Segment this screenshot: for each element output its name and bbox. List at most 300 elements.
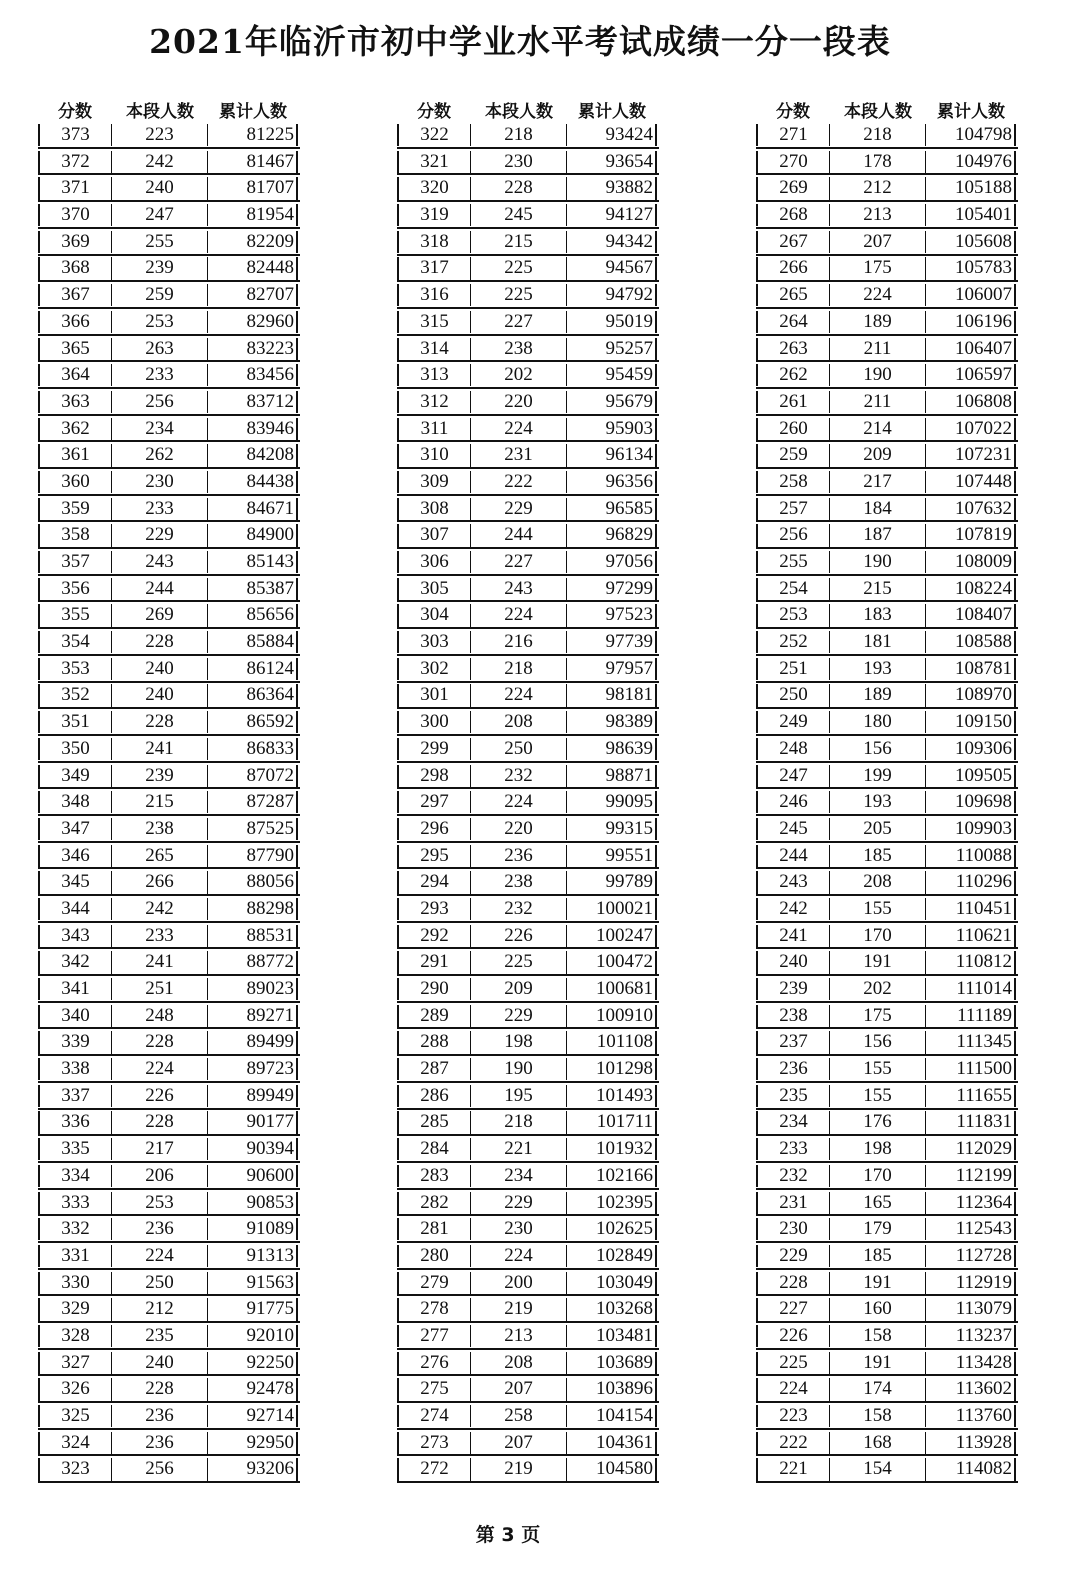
cumulative-cell: 102849 [567, 1245, 657, 1267]
table-row [38, 444, 300, 469]
score-cell: 279 [397, 1272, 471, 1294]
score-cell: 276 [397, 1352, 471, 1374]
count-cell: 206 [112, 1165, 208, 1187]
count-cell: 185 [830, 1245, 926, 1267]
score-cell: 248 [756, 738, 830, 760]
score-cell: 323 [38, 1458, 112, 1480]
count-cell: 235 [112, 1325, 208, 1347]
count-cell: 190 [830, 364, 926, 386]
table-row [756, 658, 1018, 683]
score-cell: 221 [756, 1458, 830, 1480]
count-cell: 255 [112, 231, 208, 253]
count-cell: 230 [112, 471, 208, 493]
count-cell: 158 [830, 1325, 926, 1347]
table-row [397, 791, 659, 816]
cumulative-cell: 88531 [208, 925, 298, 947]
score-cell: 281 [397, 1218, 471, 1240]
table-row [397, 1192, 659, 1217]
cumulative-cell: 108224 [926, 578, 1016, 600]
count-cell: 226 [112, 1085, 208, 1107]
count-cell: 223 [112, 124, 208, 146]
table-row [756, 364, 1018, 389]
count-cell: 229 [471, 1005, 567, 1027]
table-row [38, 604, 300, 629]
score-cell: 270 [756, 151, 830, 173]
header-cumulative: 累计人数 [937, 102, 1005, 122]
count-cell: 248 [112, 1005, 208, 1027]
cumulative-cell: 89023 [208, 978, 298, 1000]
table-row [38, 738, 300, 763]
table-column-1 [38, 100, 300, 1485]
header-score: 分数 [776, 102, 810, 122]
count-cell: 179 [830, 1218, 926, 1240]
score-cell: 253 [756, 604, 830, 626]
cumulative-cell: 84671 [208, 498, 298, 520]
cumulative-cell: 107448 [926, 471, 1016, 493]
count-cell: 263 [112, 338, 208, 360]
table-row [38, 1432, 300, 1457]
table-row [756, 1192, 1018, 1217]
count-cell: 262 [112, 444, 208, 466]
score-cell: 229 [756, 1245, 830, 1267]
score-cell: 312 [397, 391, 471, 413]
cumulative-cell: 102625 [567, 1218, 657, 1240]
cumulative-cell: 92950 [208, 1432, 298, 1454]
cumulative-cell: 99095 [567, 791, 657, 813]
count-cell: 266 [112, 871, 208, 893]
table-row [756, 791, 1018, 816]
score-cell: 321 [397, 151, 471, 173]
cumulative-cell: 83456 [208, 364, 298, 386]
table-row [38, 791, 300, 816]
score-cell: 304 [397, 604, 471, 626]
score-cell: 246 [756, 791, 830, 813]
cumulative-cell: 93882 [567, 177, 657, 199]
count-cell: 191 [830, 1352, 926, 1374]
count-cell: 224 [112, 1058, 208, 1080]
count-cell: 217 [112, 1138, 208, 1160]
table-row [38, 338, 300, 363]
table-row [397, 1031, 659, 1056]
cumulative-cell: 83223 [208, 338, 298, 360]
score-cell: 343 [38, 925, 112, 947]
count-cell: 155 [830, 898, 926, 920]
cumulative-cell: 98389 [567, 711, 657, 733]
table-row [38, 391, 300, 416]
count-cell: 170 [830, 1165, 926, 1187]
table-row [397, 231, 659, 256]
score-cell: 278 [397, 1298, 471, 1320]
table-row [38, 1031, 300, 1056]
score-cell: 299 [397, 738, 471, 760]
table-row [397, 1272, 659, 1297]
table-row [756, 1111, 1018, 1136]
count-cell: 240 [112, 658, 208, 680]
cumulative-cell: 93206 [208, 1458, 298, 1480]
count-cell: 228 [112, 631, 208, 653]
cumulative-cell: 111500 [926, 1058, 1016, 1080]
score-cell: 245 [756, 818, 830, 840]
cumulative-cell: 88772 [208, 951, 298, 973]
cumulative-cell: 103268 [567, 1298, 657, 1320]
cumulative-cell: 106597 [926, 364, 1016, 386]
score-cell: 303 [397, 631, 471, 653]
count-cell: 175 [830, 257, 926, 279]
score-cell: 346 [38, 845, 112, 867]
score-cell: 325 [38, 1405, 112, 1427]
count-cell: 269 [112, 604, 208, 626]
table-row [756, 338, 1018, 363]
count-cell: 253 [112, 311, 208, 333]
table-row [38, 925, 300, 950]
cumulative-cell: 104361 [567, 1432, 657, 1454]
count-cell: 198 [830, 1138, 926, 1160]
cumulative-cell: 102395 [567, 1192, 657, 1214]
score-cell: 318 [397, 231, 471, 253]
score-cell: 280 [397, 1245, 471, 1267]
score-cell: 285 [397, 1111, 471, 1133]
count-cell: 215 [830, 578, 926, 600]
table-row [38, 124, 300, 149]
cumulative-cell: 112919 [926, 1272, 1016, 1294]
cumulative-cell: 85656 [208, 604, 298, 626]
table-row [38, 1111, 300, 1136]
cumulative-cell: 86833 [208, 738, 298, 760]
count-cell: 236 [471, 845, 567, 867]
cumulative-cell: 91089 [208, 1218, 298, 1240]
count-cell: 228 [471, 177, 567, 199]
cumulative-cell: 103689 [567, 1352, 657, 1374]
cumulative-cell: 112728 [926, 1245, 1016, 1267]
score-cell: 331 [38, 1245, 112, 1267]
count-cell: 213 [471, 1325, 567, 1347]
cumulative-cell: 91563 [208, 1272, 298, 1294]
cumulative-cell: 92010 [208, 1325, 298, 1347]
table-row [756, 925, 1018, 950]
header-score: 分数 [58, 102, 92, 122]
count-cell: 229 [112, 524, 208, 546]
table-row [397, 1005, 659, 1030]
table-row [756, 604, 1018, 629]
cumulative-cell: 81707 [208, 177, 298, 199]
score-cell: 337 [38, 1085, 112, 1107]
table-row [397, 1458, 659, 1483]
score-cell: 360 [38, 471, 112, 493]
cumulative-cell: 81225 [208, 124, 298, 146]
cumulative-cell: 92714 [208, 1405, 298, 1427]
score-cell: 344 [38, 898, 112, 920]
cumulative-cell: 99551 [567, 845, 657, 867]
score-cell: 367 [38, 284, 112, 306]
table-row [397, 1111, 659, 1136]
cumulative-cell: 107022 [926, 418, 1016, 440]
table-row [756, 578, 1018, 603]
table-column-2 [397, 100, 659, 1485]
table-row [38, 151, 300, 176]
count-cell: 214 [830, 418, 926, 440]
count-cell: 224 [471, 791, 567, 813]
score-cell: 353 [38, 658, 112, 680]
count-cell: 183 [830, 604, 926, 626]
table-body [756, 124, 1018, 1483]
score-cell: 333 [38, 1192, 112, 1214]
table-row [756, 1378, 1018, 1403]
score-cell: 275 [397, 1378, 471, 1400]
score-cell: 291 [397, 951, 471, 973]
score-cell: 338 [38, 1058, 112, 1080]
score-cell: 287 [397, 1058, 471, 1080]
count-cell: 215 [112, 791, 208, 813]
cumulative-cell: 106196 [926, 311, 1016, 333]
cumulative-cell: 94127 [567, 204, 657, 226]
count-cell: 234 [112, 418, 208, 440]
count-cell: 174 [830, 1378, 926, 1400]
count-cell: 222 [471, 471, 567, 493]
cumulative-cell: 112543 [926, 1218, 1016, 1240]
table-row [756, 257, 1018, 282]
score-cell: 350 [38, 738, 112, 760]
cumulative-cell: 100021 [567, 898, 657, 920]
cumulative-cell: 104976 [926, 151, 1016, 173]
score-cell: 302 [397, 658, 471, 680]
score-cell: 301 [397, 684, 471, 706]
count-cell: 208 [471, 1352, 567, 1374]
table-row [397, 204, 659, 229]
count-cell: 184 [830, 498, 926, 520]
score-cell: 298 [397, 765, 471, 787]
cumulative-cell: 87072 [208, 765, 298, 787]
cumulative-cell: 113428 [926, 1352, 1016, 1374]
cumulative-cell: 86124 [208, 658, 298, 680]
score-cell: 362 [38, 418, 112, 440]
cumulative-cell: 94567 [567, 257, 657, 279]
table-row [397, 738, 659, 763]
table-row [756, 177, 1018, 202]
cumulative-cell: 82960 [208, 311, 298, 333]
cumulative-cell: 90177 [208, 1111, 298, 1133]
cumulative-cell: 111655 [926, 1085, 1016, 1107]
table-row [38, 471, 300, 496]
cumulative-cell: 82209 [208, 231, 298, 253]
table-row [38, 1378, 300, 1403]
count-cell: 240 [112, 1352, 208, 1374]
table-row [397, 1165, 659, 1190]
cumulative-cell: 82448 [208, 257, 298, 279]
cumulative-cell: 108407 [926, 604, 1016, 626]
table-row [756, 1085, 1018, 1110]
score-cell: 284 [397, 1138, 471, 1160]
count-cell: 187 [830, 524, 926, 546]
table-row [397, 1085, 659, 1110]
cumulative-cell: 112029 [926, 1138, 1016, 1160]
cumulative-cell: 95903 [567, 418, 657, 440]
table-header [756, 100, 1018, 122]
table-row [756, 1432, 1018, 1457]
score-cell: 372 [38, 151, 112, 173]
cumulative-cell: 86592 [208, 711, 298, 733]
count-cell: 240 [112, 684, 208, 706]
cumulative-cell: 112364 [926, 1192, 1016, 1214]
count-cell: 239 [112, 257, 208, 279]
count-cell: 168 [830, 1432, 926, 1454]
header-count: 本段人数 [844, 102, 912, 122]
count-cell: 209 [471, 978, 567, 1000]
count-cell: 193 [830, 658, 926, 680]
table-row [38, 498, 300, 523]
cumulative-cell: 95019 [567, 311, 657, 333]
cumulative-cell: 110088 [926, 845, 1016, 867]
score-cell: 345 [38, 871, 112, 893]
count-cell: 225 [471, 257, 567, 279]
count-cell: 226 [471, 925, 567, 947]
table-row [397, 151, 659, 176]
table-row [38, 364, 300, 389]
count-cell: 256 [112, 1458, 208, 1480]
count-cell: 207 [471, 1432, 567, 1454]
score-cell: 368 [38, 257, 112, 279]
cumulative-cell: 113079 [926, 1298, 1016, 1320]
header-cumulative: 累计人数 [578, 102, 646, 122]
table-row [397, 1352, 659, 1377]
cumulative-cell: 90853 [208, 1192, 298, 1214]
table-row [38, 978, 300, 1003]
count-cell: 208 [471, 711, 567, 733]
cumulative-cell: 96585 [567, 498, 657, 520]
table-row [38, 898, 300, 923]
score-cell: 311 [397, 418, 471, 440]
count-cell: 238 [471, 871, 567, 893]
score-cell: 228 [756, 1272, 830, 1294]
cumulative-cell: 114082 [926, 1458, 1016, 1480]
score-cell: 320 [397, 177, 471, 199]
count-cell: 220 [471, 818, 567, 840]
table-row [38, 684, 300, 709]
count-cell: 228 [112, 1378, 208, 1400]
count-cell: 253 [112, 1192, 208, 1214]
count-cell: 250 [471, 738, 567, 760]
count-cell: 217 [830, 471, 926, 493]
score-cell: 222 [756, 1432, 830, 1454]
score-cell: 295 [397, 845, 471, 867]
score-cell: 334 [38, 1165, 112, 1187]
table-row [756, 765, 1018, 790]
cumulative-cell: 112199 [926, 1165, 1016, 1187]
cumulative-cell: 84208 [208, 444, 298, 466]
count-cell: 238 [112, 818, 208, 840]
table-row [38, 1085, 300, 1110]
table-row [756, 1138, 1018, 1163]
count-cell: 229 [471, 498, 567, 520]
table-row [756, 1352, 1018, 1377]
cumulative-cell: 110451 [926, 898, 1016, 920]
table-row [38, 1352, 300, 1377]
score-cell: 293 [397, 898, 471, 920]
table-row [38, 1192, 300, 1217]
table-row [397, 1218, 659, 1243]
cumulative-cell: 108009 [926, 551, 1016, 573]
score-cell: 309 [397, 471, 471, 493]
table-row [397, 338, 659, 363]
cumulative-cell: 97739 [567, 631, 657, 653]
cumulative-cell: 109306 [926, 738, 1016, 760]
table-row [756, 471, 1018, 496]
score-cell: 356 [38, 578, 112, 600]
table-row [397, 524, 659, 549]
cumulative-cell: 113760 [926, 1405, 1016, 1427]
count-cell: 243 [112, 551, 208, 573]
table-row [397, 1405, 659, 1430]
score-cell: 271 [756, 124, 830, 146]
score-cell: 261 [756, 391, 830, 413]
count-cell: 156 [830, 738, 926, 760]
table-row [756, 845, 1018, 870]
table-row [38, 1058, 300, 1083]
score-cell: 254 [756, 578, 830, 600]
score-cell: 224 [756, 1378, 830, 1400]
count-cell: 213 [830, 204, 926, 226]
count-cell: 216 [471, 631, 567, 653]
cumulative-cell: 98871 [567, 765, 657, 787]
score-cell: 235 [756, 1085, 830, 1107]
table-row [756, 311, 1018, 336]
count-cell: 224 [471, 684, 567, 706]
count-cell: 232 [471, 898, 567, 920]
cumulative-cell: 89723 [208, 1058, 298, 1080]
cumulative-cell: 99315 [567, 818, 657, 840]
score-cell: 361 [38, 444, 112, 466]
score-cell: 223 [756, 1405, 830, 1427]
score-cell: 238 [756, 1005, 830, 1027]
count-cell: 228 [112, 711, 208, 733]
count-cell: 211 [830, 338, 926, 360]
score-cell: 236 [756, 1058, 830, 1080]
score-cell: 336 [38, 1111, 112, 1133]
cumulative-cell: 107632 [926, 498, 1016, 520]
count-cell: 218 [471, 658, 567, 680]
score-cell: 354 [38, 631, 112, 653]
cumulative-cell: 102166 [567, 1165, 657, 1187]
table-row [38, 551, 300, 576]
score-cell: 289 [397, 1005, 471, 1027]
table-row [38, 1218, 300, 1243]
table-row [38, 231, 300, 256]
score-cell: 268 [756, 204, 830, 226]
cumulative-cell: 103896 [567, 1378, 657, 1400]
score-cell: 282 [397, 1192, 471, 1214]
table-row [756, 498, 1018, 523]
table-row [397, 1298, 659, 1323]
count-cell: 202 [471, 364, 567, 386]
table-row [397, 471, 659, 496]
score-cell: 342 [38, 951, 112, 973]
count-cell: 218 [471, 124, 567, 146]
table-row [756, 818, 1018, 843]
score-cell: 371 [38, 177, 112, 199]
cumulative-cell: 84438 [208, 471, 298, 493]
count-cell: 224 [112, 1245, 208, 1267]
table-row [756, 1458, 1018, 1483]
count-cell: 258 [471, 1405, 567, 1427]
table-row [756, 684, 1018, 709]
table-row [38, 1005, 300, 1030]
count-cell: 251 [112, 978, 208, 1000]
table-row [756, 1218, 1018, 1243]
score-cell: 324 [38, 1432, 112, 1454]
cumulative-cell: 100472 [567, 951, 657, 973]
cumulative-cell: 113602 [926, 1378, 1016, 1400]
score-cell: 286 [397, 1085, 471, 1107]
cumulative-cell: 111014 [926, 978, 1016, 1000]
